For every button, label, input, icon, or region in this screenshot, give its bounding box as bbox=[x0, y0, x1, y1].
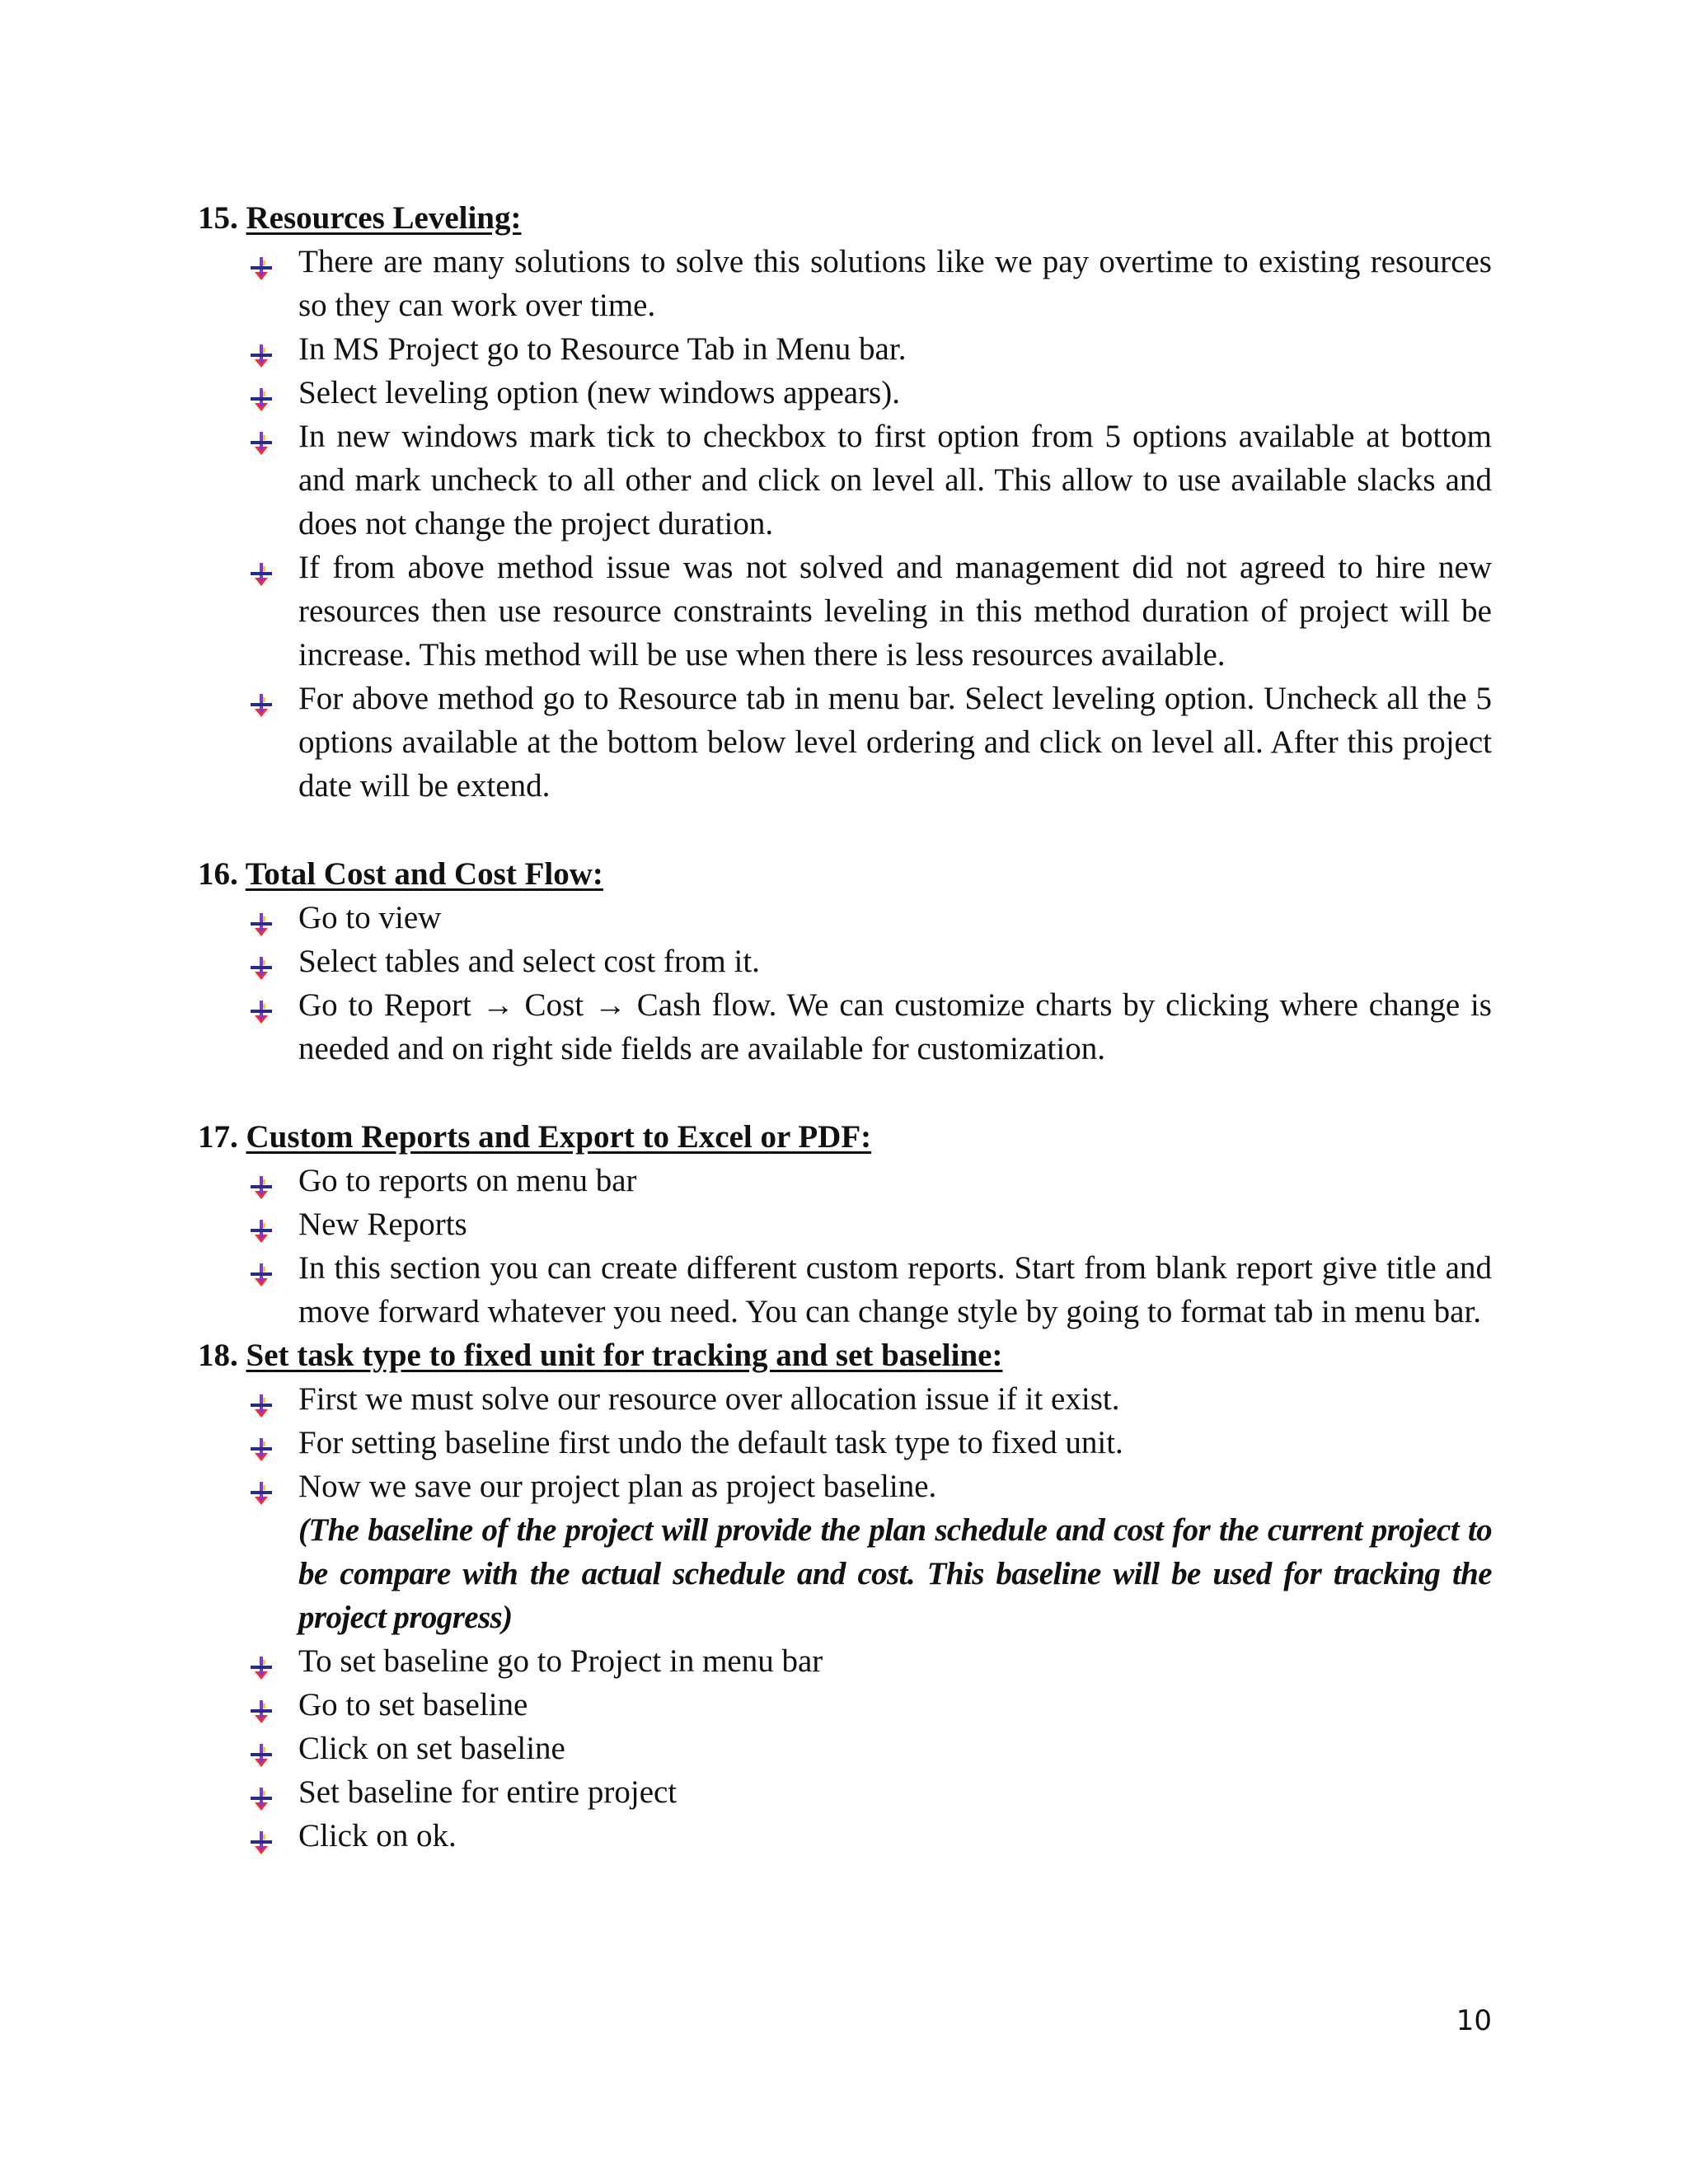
arrow-down-bullet-icon bbox=[249, 1736, 274, 1760]
arrow-down-bullet-icon bbox=[249, 336, 274, 361]
section-16-list bbox=[198, 896, 1492, 1071]
list-item: In this section you can create different custom reports. Start from blank report give title and move forward whatever you need. You can change style by going to format tab in menu bar. bbox=[298, 1246, 1492, 1333]
section-heading-18 bbox=[198, 1333, 1492, 1377]
arrow-down-bullet-icon bbox=[249, 992, 274, 1017]
list-item: For setting baseline first undo the default task type to fixed unit. bbox=[298, 1421, 1492, 1465]
list-item: Go to reports on menu bar bbox=[298, 1159, 1492, 1202]
arrow-down-bullet-icon bbox=[249, 1692, 274, 1717]
section-title: Set task type to fixed unit for tracking and set baseline: bbox=[246, 1338, 1003, 1373]
arrow-down-bullet-icon bbox=[249, 905, 274, 930]
arrow-down-bullet-icon bbox=[249, 686, 274, 710]
section-title: Resources Leveling: bbox=[246, 200, 522, 236]
section-heading-15 bbox=[198, 196, 1492, 240]
list-item: Go to set baseline bbox=[298, 1683, 1492, 1727]
baseline-note: (The baseline of the project will provide the plan schedule and cost for the current project to be compare with the actual schedule and cost. This baseline will be used for tracking the project progress) bbox=[298, 1512, 1492, 1635]
arrow-down-bullet-icon bbox=[249, 949, 274, 973]
list-item: Click on set baseline bbox=[298, 1727, 1492, 1770]
section-15-list bbox=[198, 240, 1492, 808]
section-number: 17. bbox=[198, 1119, 238, 1155]
arrow-down-bullet-icon bbox=[249, 1648, 274, 1673]
section-number: 18. bbox=[198, 1338, 238, 1373]
section-spacer bbox=[198, 1071, 1492, 1115]
list-item: Now we save our project plan as project baseline. bbox=[298, 1465, 1492, 1508]
list-item: If from above method issue was not solved and management did not agreed to hire new resources then use resource constraints leveling in this method duration of project will be increase. This method will be use when there is less resources available. bbox=[298, 546, 1492, 677]
page-content bbox=[198, 196, 1492, 1858]
section-18-list-a bbox=[198, 1377, 1492, 1508]
arrow-down-bullet-icon bbox=[249, 1779, 274, 1804]
section-18-list-b bbox=[198, 1639, 1492, 1858]
arrow-down-bullet-icon bbox=[249, 1255, 274, 1280]
list-item: For above method go to Resource tab in menu bar. Select leveling option. Uncheck all the 5 options available at the bottom below level ordering and click on level all. After this project date will be extend. bbox=[298, 677, 1492, 808]
arrow-down-bullet-icon bbox=[249, 1386, 274, 1411]
arrow-down-bullet-icon bbox=[249, 555, 274, 579]
list-item: Click on ok. bbox=[298, 1814, 1492, 1858]
list-item: There are many solutions to solve this solutions like we pay overtime to existing resources so they can work over time. bbox=[298, 240, 1492, 327]
arrow-down-bullet-icon bbox=[249, 249, 274, 274]
section-17-list bbox=[198, 1159, 1492, 1333]
list-item: First we must solve our resource over allocation issue if it exist. bbox=[298, 1377, 1492, 1421]
section-number: 16. bbox=[198, 856, 238, 892]
list-item: Select tables and select cost from it. bbox=[298, 940, 1492, 983]
arrow-down-bullet-icon bbox=[249, 1212, 274, 1236]
list-item: In MS Project go to Resource Tab in Menu bar. bbox=[298, 327, 1492, 371]
arrow-down-bullet-icon bbox=[249, 1168, 274, 1193]
list-item: Go to view bbox=[298, 896, 1492, 940]
section-heading-17 bbox=[198, 1115, 1492, 1159]
arrow-down-bullet-icon bbox=[249, 1474, 274, 1498]
section-heading-16 bbox=[198, 852, 1492, 896]
arrow-down-bullet-icon bbox=[249, 380, 274, 405]
list-item: In new windows mark tick to checkbox to first option from 5 options available at bottom and mark uncheck to all other and click on level all. This allow to use available slacks and does not change the project duration. bbox=[298, 415, 1492, 546]
list-item: Set baseline for entire project bbox=[298, 1770, 1492, 1814]
arrow-down-bullet-icon bbox=[249, 1430, 274, 1455]
section-title: Custom Reports and Export to Excel or PDF: bbox=[246, 1119, 872, 1155]
list-item: To set baseline go to Project in menu bar bbox=[298, 1639, 1492, 1683]
page-number: 10 bbox=[1456, 2004, 1492, 2037]
list-item: Select leveling option (new windows appears). bbox=[298, 371, 1492, 415]
arrow-down-bullet-icon bbox=[249, 1823, 274, 1848]
arrow-down-bullet-icon bbox=[249, 424, 274, 448]
list-item: Go to Report → Cost → Cash flow. We can customize charts by clicking where change is needed and on right side fields are available for customization. bbox=[298, 983, 1492, 1071]
list-item: New Reports bbox=[298, 1202, 1492, 1246]
section-spacer bbox=[198, 808, 1492, 852]
section-number: 15. bbox=[198, 200, 238, 236]
section-title: Total Cost and Cost Flow: bbox=[245, 856, 603, 892]
